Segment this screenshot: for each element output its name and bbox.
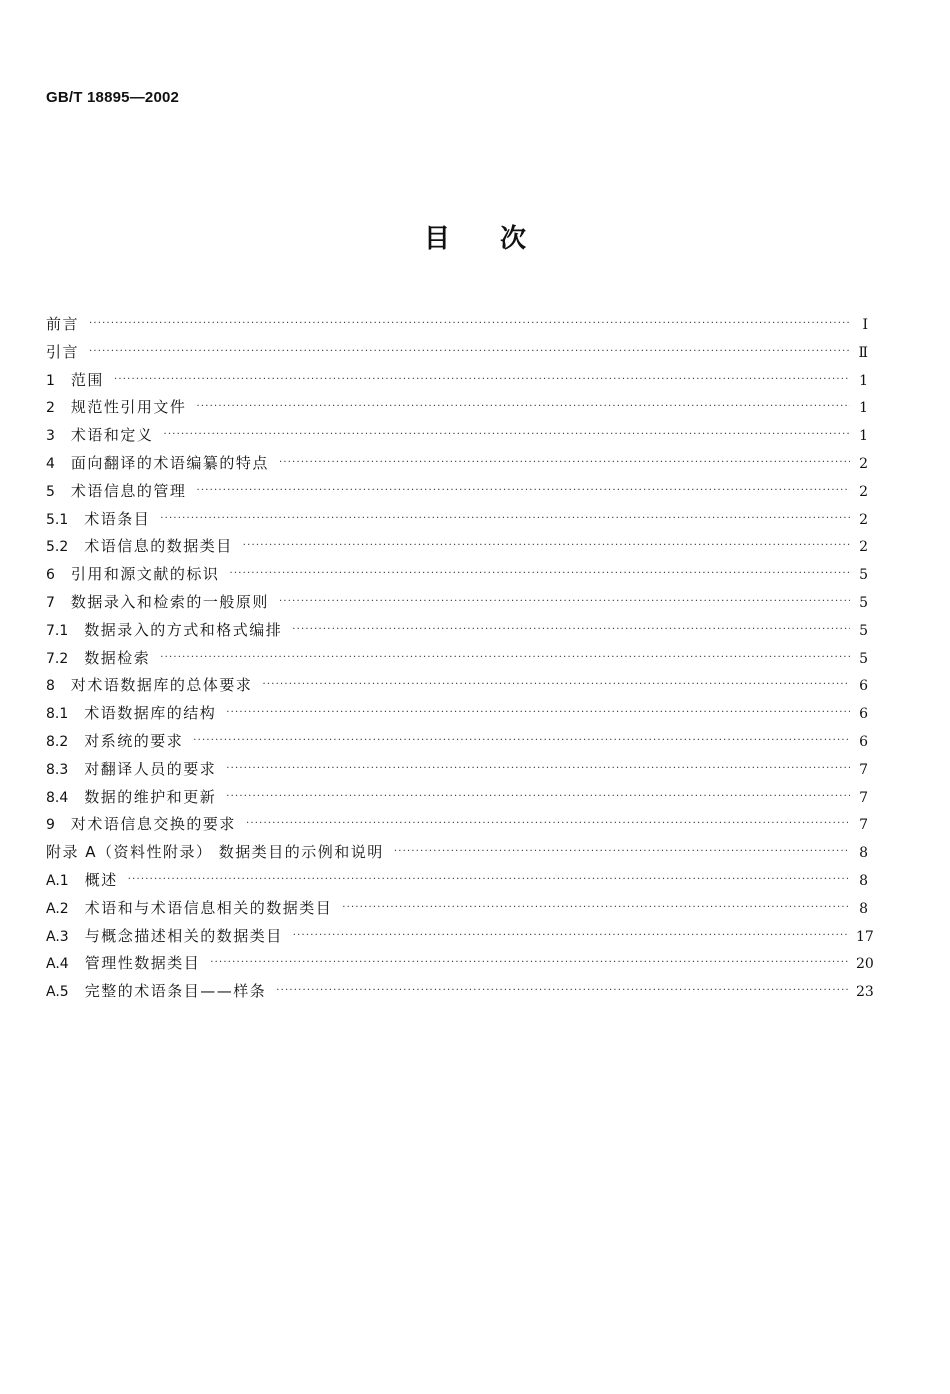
toc-entry-number: A.3: [46, 928, 69, 945]
dot-leader: [342, 894, 850, 922]
toc-entry[interactable]: [46, 728, 868, 756]
toc-entry-number: 8.1: [46, 706, 69, 723]
dot-leader: [279, 588, 850, 616]
toc-entry[interactable]: [46, 950, 874, 978]
dot-leader: [128, 866, 850, 894]
toc-entry-label: 对翻译人员的要求: [84, 759, 217, 778]
toc-entry[interactable]: [46, 700, 868, 728]
dot-leader: [210, 949, 850, 977]
dot-leader: [160, 505, 850, 533]
toc-entry[interactable]: [46, 561, 868, 589]
toc-entry-label: 与概念描述相关的数据类目: [84, 926, 283, 945]
dot-leader: [163, 421, 850, 449]
toc-entry-label: 对术语信息交换的要求: [70, 815, 236, 834]
toc-entry-label: 术语和定义: [70, 426, 154, 445]
toc-entry-label: 规范性引用文件: [70, 398, 187, 417]
toc-entry-page: 2: [859, 455, 868, 472]
toc-entry-label: 对系统的要求: [84, 731, 184, 750]
dot-leader: [226, 755, 850, 783]
toc-entry-page: 7: [859, 761, 868, 778]
dot-leader: [89, 310, 850, 338]
toc-entry-number: A.2: [46, 900, 69, 917]
toc-entry[interactable]: [46, 478, 868, 506]
toc-entry[interactable]: [46, 839, 868, 867]
toc-entry-page: 1: [859, 372, 868, 389]
toc-entry-page: 2: [859, 483, 868, 500]
toc-entry-label: 附录 A（资料性附录） 数据类目的示例和说明: [46, 843, 384, 862]
toc-entry-page: 5: [859, 594, 868, 611]
toc-entry-page: 23: [856, 984, 874, 1001]
dot-leader: [279, 449, 850, 477]
toc-entry-page: 8: [859, 845, 868, 862]
toc-entry[interactable]: [46, 756, 868, 784]
toc-entry-label: 术语信息的数据类目: [84, 537, 233, 556]
toc-entry-label: 面向翻译的术语编纂的特点: [70, 453, 269, 472]
toc-entry-number: A.5: [46, 984, 69, 1001]
toc-entry-label: 引用和源文献的标识: [70, 565, 220, 584]
toc-entry-page: 6: [859, 678, 868, 695]
toc-entry-page: 5: [859, 622, 868, 639]
toc-entry[interactable]: [46, 339, 868, 367]
toc-entry-page: 8: [859, 872, 868, 889]
toc-entry-number: 8: [46, 678, 55, 695]
title-char-1: 目: [423, 224, 450, 254]
toc-entry-page: 2: [859, 539, 868, 556]
toc-entry[interactable]: [46, 394, 868, 422]
toc-entry-number: 7.1: [46, 622, 69, 639]
toc-entry[interactable]: [46, 506, 868, 534]
toc-entry-page: 7: [859, 817, 868, 834]
standard-code: GB/T 18895—2002: [46, 89, 180, 106]
table-of-contents: [46, 311, 874, 1006]
toc-entry[interactable]: [46, 311, 868, 339]
toc-entry-page: 8: [859, 900, 868, 917]
toc-entry-label: 对术语数据库的总体要求: [70, 676, 253, 695]
toc-entry-number: 8.4: [46, 789, 69, 806]
dot-leader: [243, 532, 850, 560]
dot-leader: [114, 366, 850, 394]
toc-entry-label: 前言: [46, 315, 80, 333]
toc-entry[interactable]: [46, 867, 868, 895]
toc-entry-label: 数据的维护和更新: [84, 787, 217, 806]
dot-leader: [160, 644, 850, 672]
toc-entry-page: 2: [859, 511, 868, 528]
toc-entry[interactable]: [46, 645, 868, 673]
toc-entry[interactable]: [46, 450, 868, 478]
toc-entry-number: 7: [46, 594, 55, 611]
toc-entry-page: 17: [856, 928, 874, 945]
toc-entry[interactable]: [46, 533, 868, 561]
toc-entry-page: 6: [859, 706, 868, 723]
toc-entry[interactable]: [46, 895, 868, 923]
toc-entry[interactable]: [46, 784, 868, 812]
page-title: [0, 218, 950, 255]
dot-leader: [196, 393, 850, 421]
toc-entry[interactable]: [46, 811, 868, 839]
toc-entry-label: 引言: [46, 342, 80, 361]
toc-entry[interactable]: [46, 422, 868, 450]
toc-entry[interactable]: [46, 672, 868, 700]
dot-leader: [226, 699, 850, 727]
toc-entry-number: 5.1: [46, 511, 69, 528]
toc-entry-number: 9: [46, 817, 55, 834]
toc-entry-number: 5.2: [46, 539, 69, 556]
toc-entry-label: 数据录入和检索的一般原则: [70, 592, 269, 611]
dot-leader: [276, 977, 850, 1005]
toc-entry-label: 术语数据库的结构: [84, 704, 217, 723]
toc-entry-label: 概述: [84, 870, 118, 889]
toc-entry-label: 完整的术语条目——样条: [84, 982, 267, 1001]
toc-entry-number: 3: [46, 428, 55, 445]
toc-entry-page: 5: [859, 650, 868, 667]
toc-entry-label: 数据检索: [84, 648, 151, 667]
toc-entry-page: Ⅰ: [862, 317, 868, 333]
toc-entry[interactable]: [46, 978, 874, 1006]
toc-entry-label: 数据录入的方式和格式编排: [84, 620, 283, 639]
toc-entry-number: A.1: [46, 872, 69, 889]
toc-entry-label: 术语条目: [84, 509, 151, 528]
toc-entry-number: 2: [46, 400, 55, 417]
dot-leader: [196, 477, 850, 505]
toc-entry-page: 1: [859, 400, 868, 417]
toc-entry-page: Ⅱ: [858, 344, 868, 361]
toc-entry-label: 术语信息的管理: [70, 481, 187, 500]
dot-leader: [262, 671, 850, 699]
toc-entry-number: 5: [46, 483, 55, 500]
dot-leader: [394, 838, 850, 866]
dot-leader: [193, 727, 850, 755]
toc-entry-label: 范围: [70, 370, 104, 389]
toc-entry[interactable]: [46, 367, 868, 395]
dot-leader: [226, 783, 850, 811]
toc-entry[interactable]: [46, 617, 868, 645]
toc-entry-page: 7: [859, 789, 868, 806]
toc-entry-page: 5: [859, 567, 868, 584]
toc-entry-number: A.4: [46, 956, 69, 973]
dot-leader: [229, 560, 850, 588]
toc-entry-page: 20: [856, 956, 874, 973]
toc-entry-number: 8.2: [46, 733, 69, 750]
toc-entry-number: 4: [46, 455, 55, 472]
title-char-2: 次: [500, 224, 527, 254]
toc-entry[interactable]: [46, 589, 868, 617]
toc-entry-number: 8.3: [46, 761, 69, 778]
dot-leader: [293, 922, 850, 950]
toc-entry-page: 1: [859, 428, 868, 445]
toc-entry-label: 术语和与术语信息相关的数据类目: [84, 898, 333, 917]
toc-entry-label: 管理性数据类目: [84, 954, 201, 973]
toc-entry-number: 1: [46, 372, 55, 389]
dot-leader: [246, 810, 850, 838]
dot-leader: [89, 338, 850, 366]
toc-entry[interactable]: [46, 923, 874, 951]
toc-entry-number: 6: [46, 567, 55, 584]
dot-leader: [292, 616, 850, 644]
toc-entry-number: 7.2: [46, 650, 69, 667]
toc-entry-page: 6: [859, 733, 868, 750]
